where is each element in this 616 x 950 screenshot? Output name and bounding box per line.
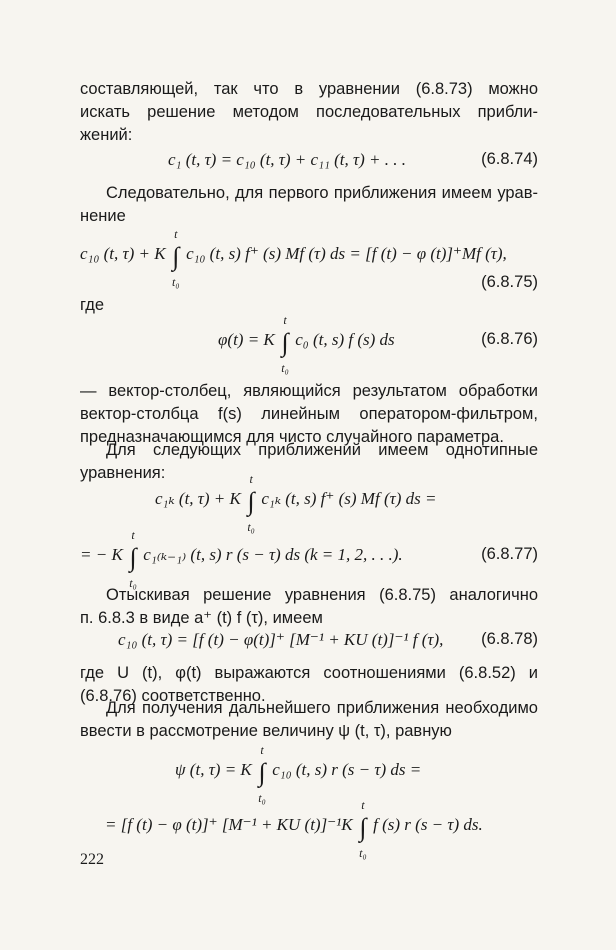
equation-6-8-78: c₁₀ (t, τ) = [f (t) − φ(t)]⁺ [M⁻¹ + KU (t)]⁻¹ f (τ),: [118, 630, 444, 649]
equation-left: ψ (t, τ) = K: [175, 760, 252, 779]
equation-number-6-8-76: (6.8.76): [481, 330, 538, 348]
equation-right: f (s) r (s − τ) ds.: [373, 815, 483, 834]
text-line: предназначающимся для чисто случайного параметра.: [80, 428, 504, 446]
text-line: Следовательно, для первого приближения имеем урав-: [106, 184, 538, 202]
lower-limit: t₀: [258, 791, 266, 805]
lower-limit: t₀: [359, 846, 367, 860]
lower-limit: t₀: [129, 576, 137, 590]
integral-sign: ∫ t t₀: [359, 798, 367, 860]
equation-6-8-77-line-1: [155, 472, 437, 534]
equation-right: c₁ₖ (t, s) f⁺ (s) Mf (τ) ds =: [261, 489, 437, 508]
text-line: уравнения:: [80, 464, 166, 482]
text-line: п. 6.8.3 в виде a⁺ (t) f (τ), имеем: [80, 609, 323, 627]
upper-limit: t: [174, 227, 178, 241]
equation-number-6-8-77: (6.8.77): [481, 545, 538, 563]
equation-right: c₁₀ (t, s) f⁺ (s) Mf (τ) ds = [f (t) − φ (t)]⁺Mf (τ),: [186, 244, 507, 263]
where-word: где: [80, 296, 105, 314]
text-line: искать решение методом последовательных прибли-: [80, 103, 538, 121]
text-line: Отыскивая решение уравнения (6.8.75) аналогично: [106, 586, 538, 604]
paragraph-2: [80, 182, 538, 228]
page-number: 222: [80, 851, 104, 868]
equation-psi-line-1: [175, 743, 422, 805]
equation-right: c₁₍ₖ₋₁₎ (t, s) r (s − τ) ds (k = 1, 2, . . .).: [143, 545, 403, 564]
equation-6-8-74: c₁ (t, τ) = c₁₀ (t, τ) + c₁₁ (t, τ) + . . .: [168, 150, 406, 169]
equation-6-8-76: [218, 313, 395, 375]
integral-sign: ∫ t t₀: [129, 528, 137, 590]
paragraph-1: [80, 78, 538, 147]
equation-number-6-8-74: (6.8.74): [481, 150, 538, 168]
equation-psi-line-2: [105, 798, 483, 860]
paragraph-4: [80, 439, 538, 485]
text-line: — вектор-столбец, являющийся результатом обработки: [80, 382, 538, 400]
equation-left: c₁₀ (t, τ) + K: [80, 244, 166, 263]
lower-limit: t₀: [281, 361, 289, 375]
text-line: где U (t), φ(t) выражаются соотношениями (6.8.52) и: [80, 664, 538, 682]
integral-sign: ∫ t t₀: [172, 227, 180, 289]
equation-6-8-77-line-2: [80, 528, 403, 590]
text-line: вектор-столбца f(s) линейным оператором-фильтром,: [80, 405, 538, 423]
text-line: составляющей, так что в уравнении (6.8.73) можно: [80, 80, 538, 98]
upper-limit: t: [131, 528, 135, 542]
equation-6-8-75: [80, 227, 507, 289]
paragraph-5: [80, 584, 538, 630]
text-line: нение: [80, 207, 126, 225]
lower-limit: t₀: [247, 520, 255, 534]
text-line: (6.8.76) соответственно.: [80, 687, 266, 705]
upper-limit: t: [283, 313, 287, 327]
equation-right: c₀ (t, s) f (s) ds: [295, 330, 395, 349]
upper-limit: t: [260, 743, 264, 757]
text-line: жений:: [80, 126, 133, 144]
equation-left: = − K: [80, 545, 123, 564]
text-line: Для получения дальнейшего приближения необходимо: [106, 699, 538, 717]
equation-left: = [f (t) − φ (t)]⁺ [M⁻¹ + KU (t)]⁻¹K: [105, 815, 353, 834]
equation-left: φ(t) = K: [218, 330, 275, 349]
equation-left: c₁ₖ (t, τ) + K: [155, 489, 241, 508]
equation-right: c₁₀ (t, s) r (s − τ) ds =: [272, 760, 422, 779]
lower-limit: t₀: [172, 275, 180, 289]
equation-number-6-8-75: (6.8.75): [481, 273, 538, 291]
equation-number-6-8-78: (6.8.78): [481, 630, 538, 648]
text-line: ввести в рассмотрение величину ψ (t, τ), равную: [80, 722, 452, 740]
upper-limit: t: [249, 472, 253, 486]
paragraph-7: [80, 697, 538, 743]
upper-limit: t: [361, 798, 365, 812]
integral-sign: ∫ t t₀: [281, 313, 289, 375]
integral-sign: ∫ t t₀: [247, 472, 255, 534]
text-line: Для следующих приближений имеем однотипные: [106, 441, 538, 459]
integral-sign: ∫ t t₀: [258, 743, 266, 805]
